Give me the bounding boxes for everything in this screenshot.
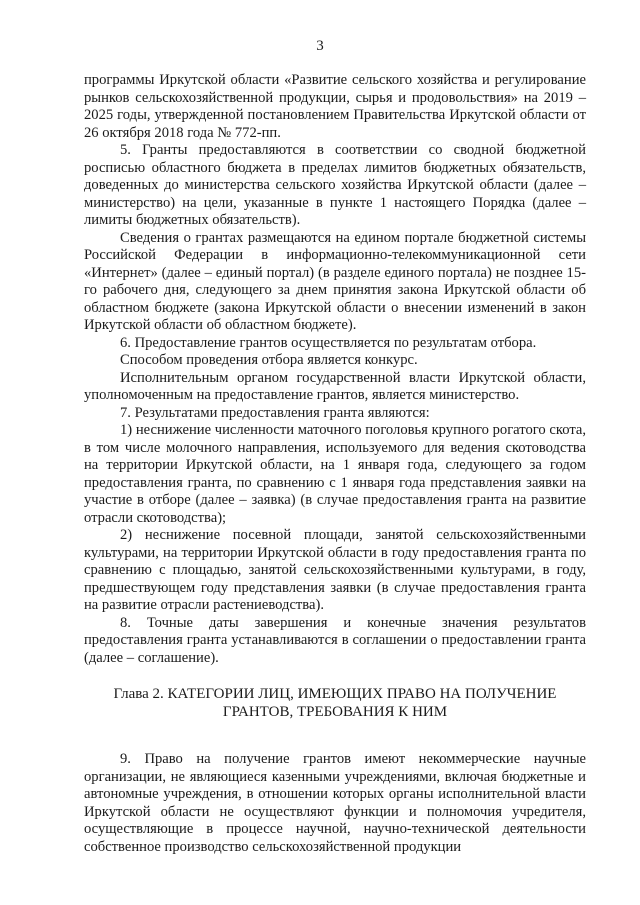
chapter-heading: [84, 685, 586, 721]
chapter-heading-line-1: Глава 2. КАТЕГОРИИ ЛИЦ, ИМЕЮЩИХ ПРАВО НА ПОЛУЧЕНИЕ: [113, 686, 557, 702]
paragraph: 1) неснижение численности маточного поголовья крупного рогатого скота, в том числе молочного направления, используемого для ведения скотоводства на территории Иркутской области, на 1 января года, следующего за годом предоставления гранта, по сравнению с 1 января года представления заявки на участие в отборе (далее – заявка) (в случае предоставления гранта на развитие отрасли скотоводства);: [84, 422, 586, 526]
paragraph: 8. Точные даты завершения и конечные значения результатов предоставления гранта устанавливаются в соглашении о предоставлении гранта (далее – соглашение).: [84, 614, 586, 666]
document-body: [84, 72, 586, 856]
paragraph: Сведения о грантах размещаются на едином портале бюджетной системы Российской Федерации в информационно-телекоммуникационной сети «Интернет» (далее – единый портал) (в разделе единого портала) не позднее 15-го рабочего дня, следующего за днем принятия закона Иркутской области об областном бюджете (закона Иркутской области о внесении изменений в закон Иркутской области об областном бюджете).: [84, 229, 586, 333]
paragraph: 2) неснижение посевной площади, занятой сельскохозяйственными культурами, на территории Иркутской области в году предоставления гранта по сравнению с площадью, занятой сельскохозяйственными культурами, в году, предшествующем году представления заявки (в случае предоставления гранта на развитие отрасли растениеводства).: [84, 527, 586, 613]
paragraph: программы Иркутской области «Развитие сельского хозяйства и регулирование рынков сельскохозяйственной продукции, сырья и продовольствия» на 2019 – 2025 годы, утвержденной постановлением Правительства Иркутской области от 26 октября 2018 года № 772-пп.: [84, 72, 586, 141]
paragraph: 7. Результатами предоставления гранта являются:: [120, 404, 430, 421]
chapter-heading-line-2: ГРАНТОВ, ТРЕБОВАНИЯ К НИМ: [222, 704, 448, 720]
paragraph: 9. Право на получение грантов имеют некоммерческие научные организации, не являющиеся казенными учреждениями, включая бюджетные и автономные учреждения, в отношении которых органы исполнительной власти Иркутской области не осуществляют функции и полномочия учредителя, осуществляющие в процессе научной, научно-технической деятельности собственное производство сельскохозяйственной продукции: [84, 751, 586, 855]
paragraphs-after-heading: [84, 751, 586, 856]
paragraph: 5. Гранты предоставляются в соответствии со сводной бюджетной росписью областного бюджета в пределах лимитов бюджетных обязательств, доведенных до министерства сельского хозяйства Иркутской области (далее – министерство) на цели, указанные в пункте 1 настоящего Порядка (далее – лимиты бюджетных обязательств).: [84, 142, 586, 228]
paragraph: Исполнительным органом государственной власти Иркутской области, уполномоченным на предоставление грантов, является министерство.: [84, 369, 586, 403]
page-number: 3: [316, 38, 324, 54]
paragraph: 6. Предоставление грантов осуществляется по результатам отбора.: [120, 334, 537, 351]
paragraph: Способом проведения отбора является конкурс.: [120, 352, 418, 368]
paragraphs-before-heading: [84, 72, 586, 667]
